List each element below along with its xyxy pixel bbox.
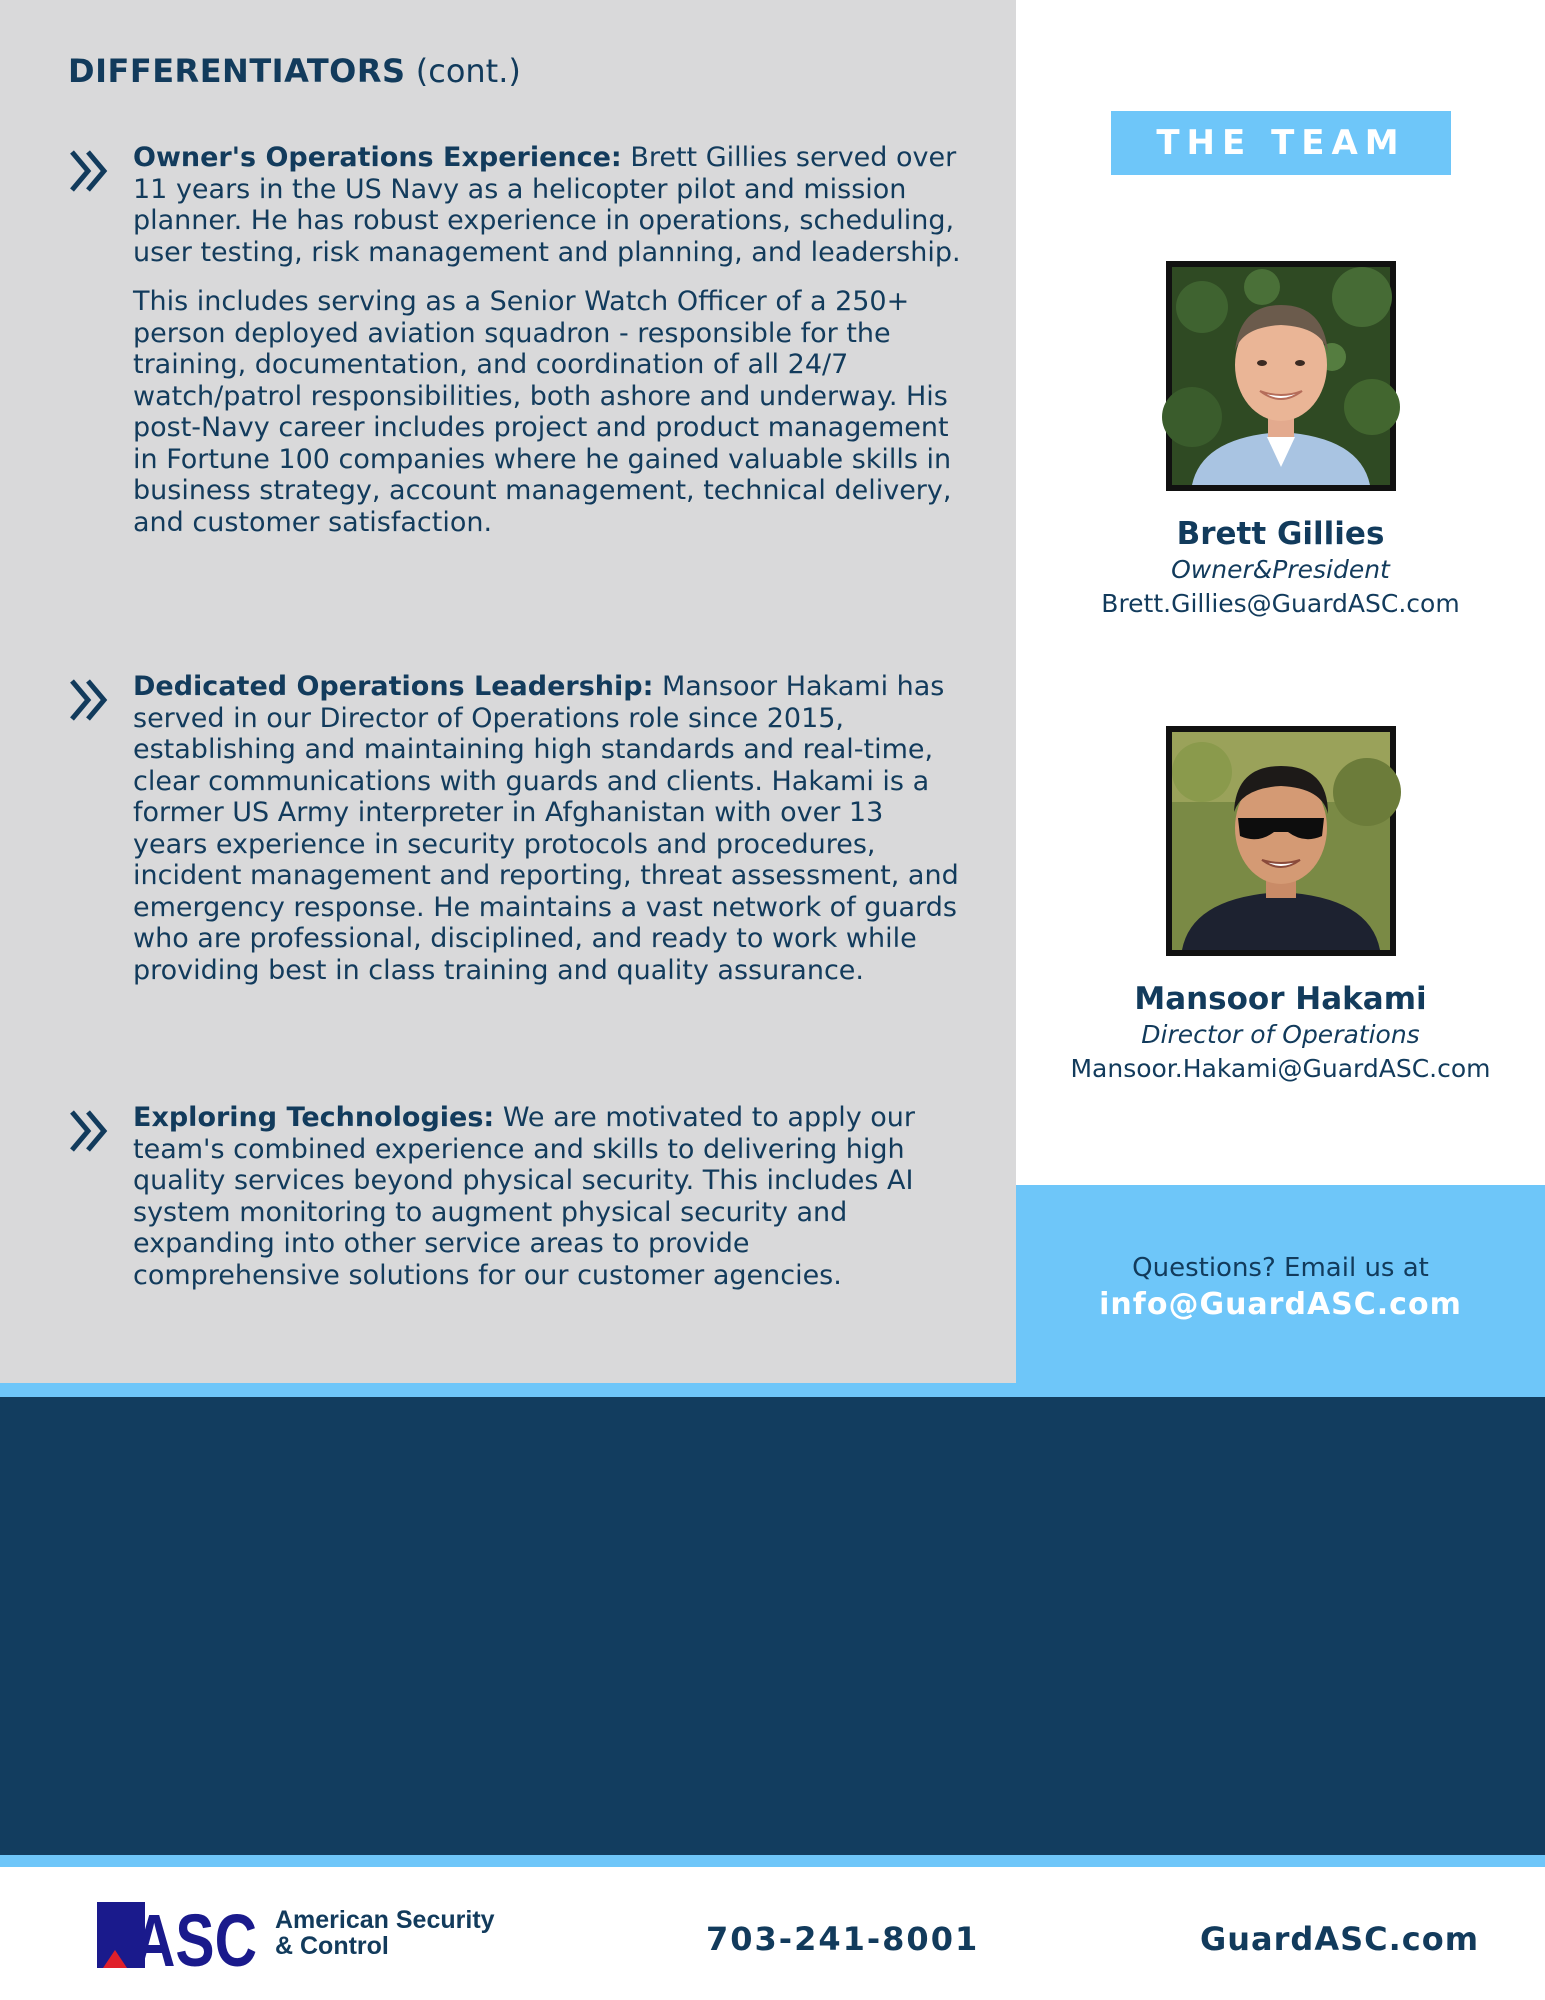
differentiator-body: We are motivated to apply our team's combined experience and skills to delivering high quality services beyond physical security. This includes AI system monitoring to augment physical security and expanding into other service areas to provide comprehensive solutions for our customer agencies. [133,1102,916,1291]
company-line-1: American Security [275,1906,495,1934]
differentiator-text [133,142,963,556]
member-role: Owner&President [1171,555,1390,584]
portrait-image [1172,267,1390,485]
mansoor-hakami-photo [1166,726,1396,956]
differentiator-text [133,671,963,1004]
member-email[interactable]: Mansoor.Hakami@GuardASC.com [1070,1054,1491,1083]
portrait-image [1172,732,1390,950]
double-chevron-icon [68,675,112,725]
differentiator-body: Brett Gillies served over 11 years in the US Navy as a helicopter pilot and mission planner. He has robust experience in operations, scheduling, user testing, risk management and planning, and leadership. [133,142,961,268]
heading-bold: DIFFERENTIATORS [68,52,406,90]
navy-band [0,1397,1545,1855]
logo-text: ASC [133,1899,257,1982]
company-line-2: & Control [275,1932,389,1960]
differentiator-title: Exploring Technologies: [133,1102,495,1133]
contact-email[interactable]: info@GuardASC.com [1099,1287,1462,1322]
team-member-mansoor [1016,980,1545,1086]
double-chevron-icon [68,146,112,196]
differentiator-body-continued: This includes serving as a Senior Watch Officer of a 250+ person deployed aviation squadron - responsible for the training, documentation, and coordination of all 24/7 watch/patrol responsibilities, both ashore and underway. His post-Navy career includes project and product management in Fortune 100 companies where he gained valuable skills in business strategy, account management, technical delivery, and customer satisfaction. [133,286,952,538]
team-label: THE TEAM [1111,111,1451,175]
team-member-brett [1016,515,1545,621]
contact-question: Questions? Email us at [1132,1253,1429,1283]
website-link[interactable]: GuardASC.com [1200,1920,1480,1958]
member-name: Brett Gillies [1176,516,1385,552]
heading-cont: (cont.) [415,52,521,90]
member-name: Mansoor Hakami [1134,981,1427,1017]
brett-gillies-photo [1166,261,1396,491]
company-name [275,1907,495,1959]
differentiator-title: Owner's Operations Experience: [133,142,622,173]
member-email[interactable]: Brett.Gillies@GuardASC.com [1101,589,1460,618]
contact-box [1016,1185,1545,1383]
asc-logo [97,1899,257,1982]
differentiator-body: Mansoor Hakami has served in our Director of Operations role since 2015, establishing and maintaining high standards and real-time, clear communications with guards and clients. Hakami is a former US Army interpreter in Afghanistan with over 13 years experience in security protocols and procedures, incident management and reporting, threat assessment, and emergency response. He maintains a vast network of guards who are professional, disciplined, and ready to work while providing best in class training and quality assurance. [133,671,959,986]
divider-stripe [0,1855,1545,1867]
double-chevron-icon [68,1106,112,1156]
member-role: Director of Operations [1141,1020,1420,1049]
section-heading [68,52,521,90]
divider-stripe [0,1383,1545,1397]
differentiator-title: Dedicated Operations Leadership: [133,671,654,702]
phone-number[interactable]: 703-241-8001 [706,1920,980,1958]
differentiator-text [133,1102,963,1309]
